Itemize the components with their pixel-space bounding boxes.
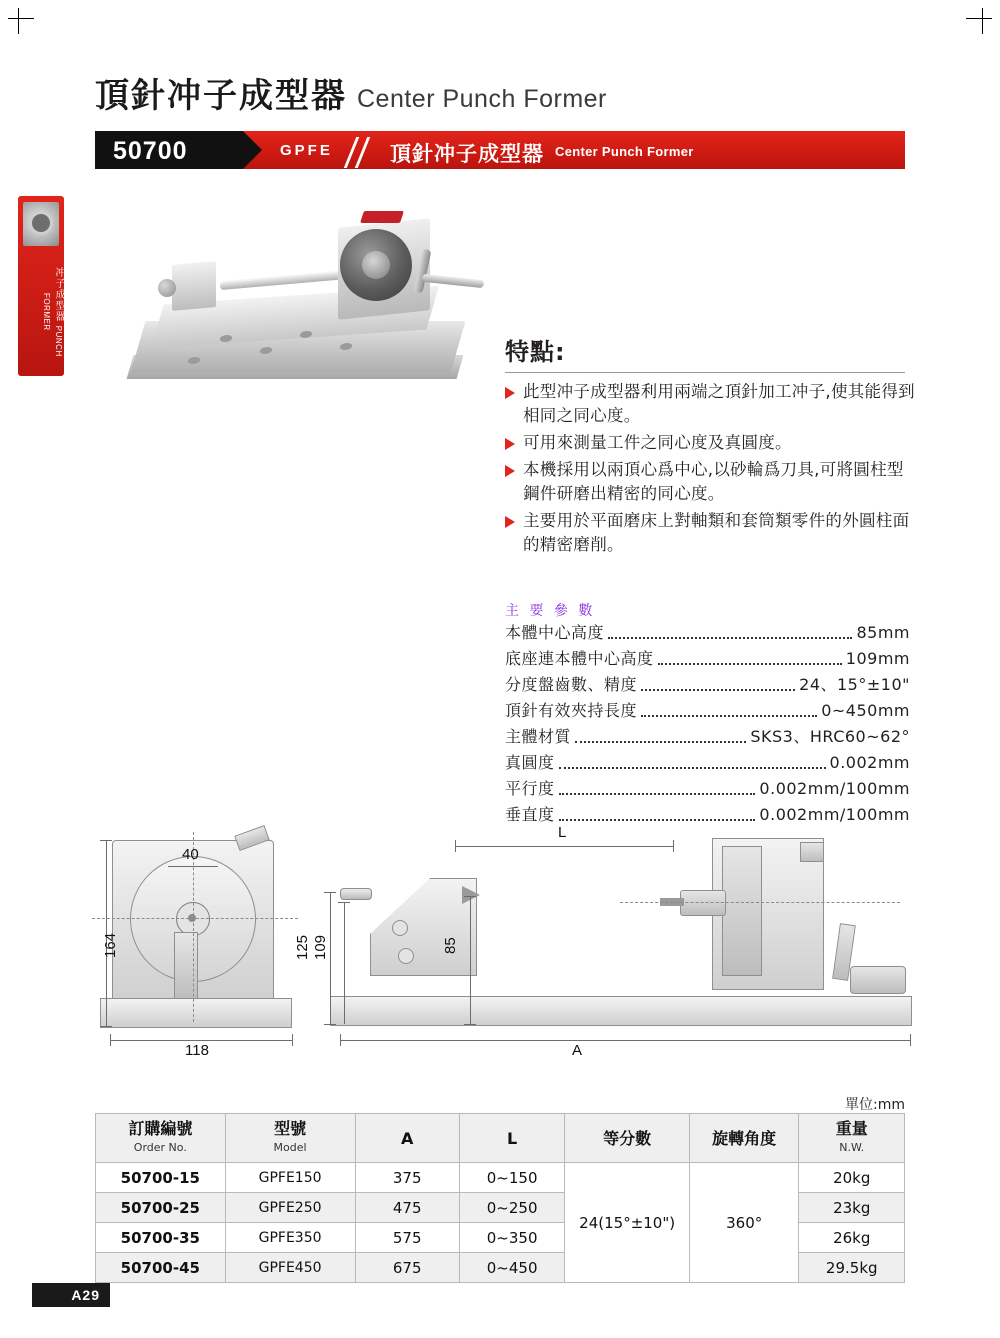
product-code: 50700 [113,137,188,165]
dim-tick [338,902,350,903]
features-list [505,380,917,560]
dim-line [110,1040,292,1041]
order-table [95,1113,905,1283]
feature-text: 可用來測量工件之同心度及真圓度。 [523,433,792,452]
spec-value: 24、15°±10" [799,675,910,694]
bullet-triangle-icon [505,438,515,450]
dim-line [330,892,331,1024]
bullet-triangle-icon [505,516,515,528]
dim-tick [110,1034,111,1046]
spec-key: 分度盤齒數、精度 [505,675,638,694]
th-rotation: 旋轉角度 [689,1114,799,1163]
cell-a: 475 [355,1193,459,1223]
feature-item [505,431,917,455]
th-order-no [96,1114,226,1163]
dim-line [168,866,218,867]
cell-a: 375 [355,1163,459,1193]
cell-weight: 23kg [799,1193,905,1223]
spec-leader [575,740,746,743]
dim-tick [292,1034,293,1046]
section-tab [18,196,64,376]
dim-tick [100,1026,112,1027]
spec-value: 85mm [856,623,910,642]
spec-key: 頂針有效夾持長度 [505,701,638,720]
dim-tick [673,840,674,852]
side-view-handwheel [340,888,372,900]
dim-tick [100,840,112,841]
specs-title: 主 要 參 數 [505,603,596,619]
bullet-triangle-icon [505,465,515,477]
cell-l: 0~150 [459,1163,564,1193]
cell-order-no: 50700-45 [96,1253,226,1283]
title-chinese: 頂針冲子成型器 [95,76,347,116]
section-thumbnail-icon [23,202,59,246]
page-number: A29 [32,1283,110,1307]
spec-value: 0.002mm/100mm [759,779,910,798]
side-view-quill [680,890,726,916]
spec-leader [641,688,795,691]
dim-85: 85 [442,937,459,954]
dim-tick [324,1024,336,1025]
cell-weight: 20kg [799,1163,905,1193]
th-divisions: 等分數 [565,1114,690,1163]
crop-mark [982,8,983,34]
th-order-no-en: Order No. [133,1141,187,1154]
spec-leader [559,766,826,769]
crop-mark [966,18,992,19]
features-divider [505,372,905,373]
spec-value: 0.002mm [829,753,910,772]
feature-text: 此型冲子成型器利用兩端之頂針加工冲子,使其能得到相同之同心度。 [523,382,915,425]
feature-text: 主要用於平面磨床上對軸類和套筒類零件的外圓柱面的精密磨削。 [523,511,910,554]
dim-tick [464,1024,476,1025]
technical-drawings [0,824,1000,1078]
dim-line [470,896,471,1024]
th-order-no-cn: 訂購編號 [128,1119,193,1138]
th-a: A [355,1114,459,1163]
dim-109: 109 [312,934,329,960]
th-weight [799,1114,905,1163]
front-view-column [174,932,198,1000]
cell-weight: 29.5kg [799,1253,905,1283]
product-code-box [95,131,243,169]
dim-tick [455,840,456,852]
table-header-row [96,1114,905,1163]
side-view-hole [398,948,414,964]
dim-line-L [455,846,673,847]
series-label: GPFE [280,142,333,159]
spec-key: 垂直度 [505,805,555,824]
spec-key: 主體材質 [505,727,572,746]
th-model [225,1114,355,1163]
spec-leader [608,636,852,639]
spec-leader [658,662,842,665]
spec-row [505,646,910,672]
banner-title-chinese: 頂針冲子成型器 [390,142,544,166]
spec-value: 0~450mm [821,701,910,720]
section-tab-label [18,254,64,370]
feature-item [505,380,917,428]
cell-l: 0~450 [459,1253,564,1283]
dim-tick [910,1034,911,1046]
dim-125: 125 [294,934,311,960]
dim-A: A [572,1042,583,1059]
dim-tick [324,892,336,893]
cell-a: 675 [355,1253,459,1283]
spec-value: 109mm [845,649,910,668]
page-title [95,68,607,117]
crop-mark [18,8,19,34]
center-line [92,918,298,919]
table-row [96,1163,905,1193]
feature-item [505,458,917,506]
cell-model: GPFE450 [225,1253,355,1283]
dim-L: L [558,824,567,841]
specs-list [505,620,910,828]
side-view-top-block [800,842,824,862]
cell-weight: 26kg [799,1223,905,1253]
cell-rotation: 360° [689,1163,799,1283]
th-weight-cn: 重量 [835,1119,868,1138]
dim-118: 118 [185,1042,209,1059]
spec-key: 平行度 [505,779,555,798]
spec-row [505,724,910,750]
dim-tick [340,1034,341,1046]
cell-model: GPFE150 [225,1163,355,1193]
spec-row [505,698,910,724]
bullet-triangle-icon [505,387,515,399]
th-model-cn: 型號 [274,1119,307,1138]
dim-line [344,902,345,1024]
section-tab-label-cn: 冲子成型器 [53,267,64,323]
center-line [620,902,900,903]
spec-leader [559,818,756,821]
cell-l: 0~250 [459,1193,564,1223]
spec-row [505,776,910,802]
side-view-hole [392,920,408,936]
cell-a: 575 [355,1223,459,1253]
cell-l: 0~350 [459,1223,564,1253]
spec-leader [559,792,756,795]
side-view-dial-plate [722,846,762,976]
feature-item [505,509,917,557]
banner-title-english: Center Punch Former [555,144,694,159]
spec-key: 底座連本體中心高度 [505,649,654,668]
cell-order-no: 50700-25 [96,1193,226,1223]
title-english: Center Punch Former [357,85,607,113]
cell-model: GPFE350 [225,1223,355,1253]
side-view-center-point-icon [462,886,480,904]
photo-chuck [340,229,412,301]
photo-knob [158,279,176,297]
dim-line-A [340,1040,910,1041]
cell-order-no: 50700-35 [96,1223,226,1253]
side-view-handle-grip [850,966,906,994]
spec-row [505,672,910,698]
spec-value: 0.002mm/100mm [759,805,910,824]
photo-tailstock [172,261,216,311]
spec-value: SKS3、HRC60~62° [750,727,910,746]
feature-text: 本機採用以兩頂心爲中心,以砂輪爲刀具,可將圓柱型鋼件研磨出精密的同心度。 [523,460,904,503]
spec-row [505,750,910,776]
cell-divisions: 24(15°±10") [565,1163,690,1283]
features-title: 特點: [505,338,566,366]
spec-key: 本體中心高度 [505,623,605,642]
dim-164: 164 [102,932,119,958]
crop-mark [8,18,34,19]
th-model-en: Model [273,1141,307,1154]
section-tab-label-en: PUNCH FORMER [42,293,63,357]
photo-red-plate [360,211,404,223]
spec-leader [641,714,817,717]
product-banner [95,131,905,169]
front-view-base [100,998,292,1028]
side-view-base [330,996,912,1026]
th-l: L [459,1114,564,1163]
spec-row [505,620,910,646]
th-weight-en: N.W. [839,1141,865,1154]
product-photo [100,195,490,425]
spec-key: 真圓度 [505,753,555,772]
dim-40: 40 [182,846,199,863]
cell-order-no: 50700-15 [96,1163,226,1193]
unit-note: 單位:mm [845,1097,905,1113]
dim-tick [464,896,476,897]
chevron-right-icon [348,137,374,163]
cell-model: GPFE250 [225,1193,355,1223]
